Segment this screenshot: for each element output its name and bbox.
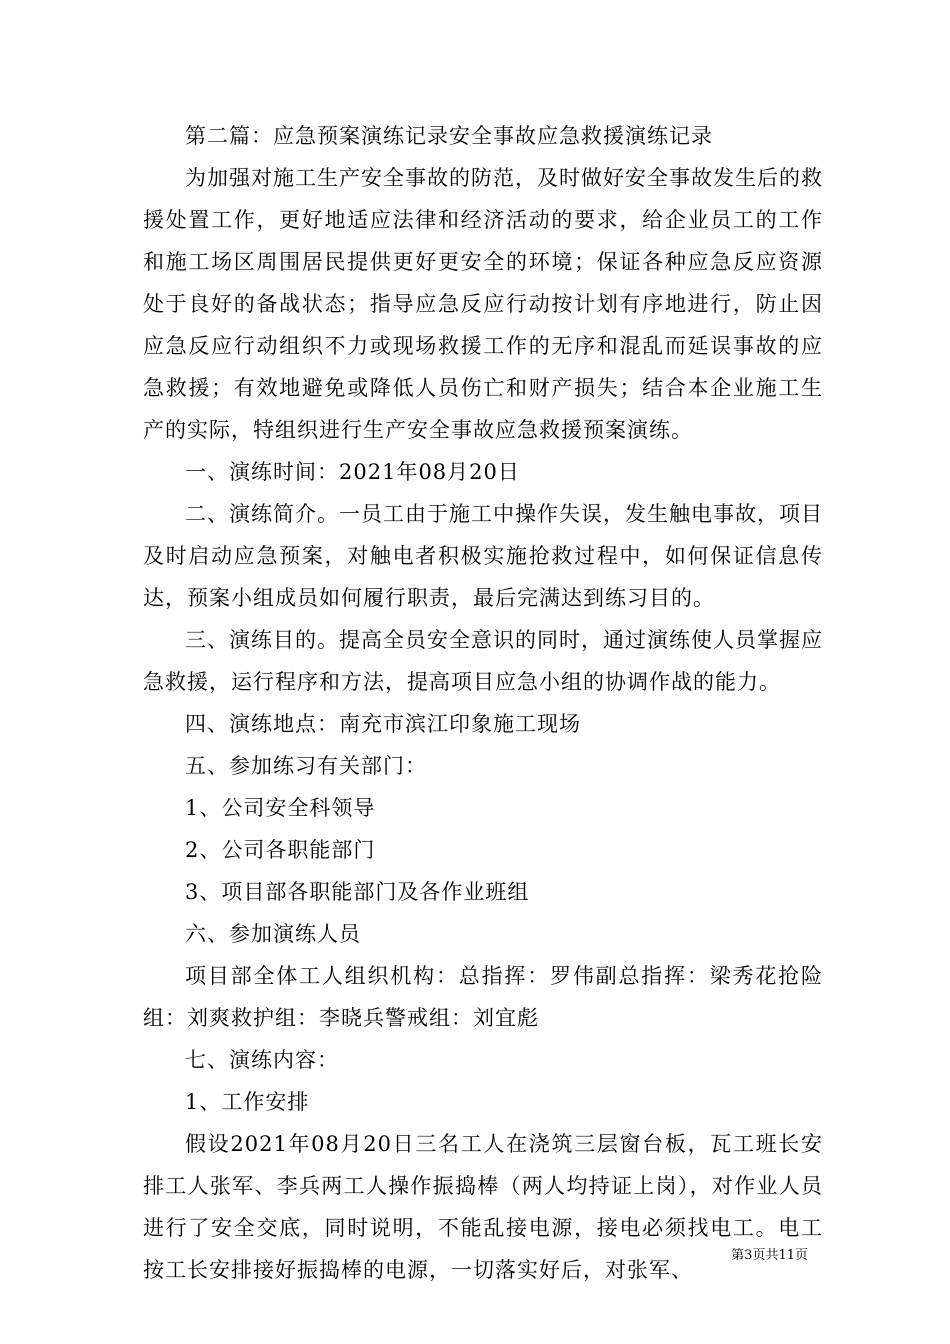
- document-title: 第二篇：应急预案演练记录安全事故应急救援演练记录: [185, 124, 713, 148]
- list-item-department: 1、公司安全科领导: [185, 796, 376, 820]
- page-number: 第3页共11页: [731, 1248, 808, 1263]
- paragraph-intro: 为加强对施工生产安全事故的防范，及时做好安全事故发生后的救援处置工作，更好地适应法律和经济活动的要求，给企业员工的工作和施工场区周围居民提供更好更安全的环境；保证各种应急反应资源处于良好的备战状态；指导应急反应行动按计划有序地进行，防止因应急反应行动组织不力或现场救援工作的无序和混乱而延误事故的应急救援；有效地避免或降低人员伤亡和财产损失；结合本企业施工生产的实际，特组织进行生产安全事故应急救援预案演练。: [143, 166, 823, 442]
- paragraph-drill-time: 一、演练时间：2021年08月20日: [185, 460, 520, 484]
- list-item-department: 2、公司各职能部门: [185, 838, 376, 862]
- paragraph-organization: 项目部全体工人组织机构：总指挥：罗伟副总指挥：梁秀花抢险组：刘爽救护组：李晓兵警戒组：刘宜彪: [143, 964, 823, 1030]
- paragraph-drill-purpose: 三、演练目的。提高全员安全意识的同时，通过演练使人员掌握应急救援，运行程序和方法，提高项目应急小组的协调作战的能力。: [143, 628, 823, 694]
- paragraph-scenario: 假设2021年08月20日三名工人在浇筑三层窗台板，瓦工班长安排工人张军、李兵两工人操作振捣棒（两人均持证上岗），对作业人员进行了安全交底，同时说明，不能乱接电源，接电必须找电工。电工按工长安排接好振捣棒的电源，一切落实好后，对张军、: [143, 1132, 823, 1282]
- paragraph-drill-location: 四、演练地点：南充市滨江印象施工现场: [185, 712, 581, 736]
- paragraph-drill-summary: 二、演练简介。一员工由于施工中操作失误，发生触电事故，项目及时启动应急预案，对触电者积极实施抢救过程中，如何保证信息传达，预案小组成员如何履行职责，最后完满达到练习目的。: [143, 502, 823, 610]
- document-body: [143, 115, 823, 1291]
- paragraph-personnel-heading: 六、参加演练人员: [185, 922, 361, 946]
- paragraph-content-heading: 七、演练内容：: [185, 1048, 339, 1072]
- list-item-department: 3、项目部各职能部门及各作业班组: [185, 880, 530, 904]
- paragraph-departments-heading: 五、参加练习有关部门：: [185, 754, 427, 778]
- paragraph-work-arrangement-heading: 1、工作安排: [185, 1090, 310, 1114]
